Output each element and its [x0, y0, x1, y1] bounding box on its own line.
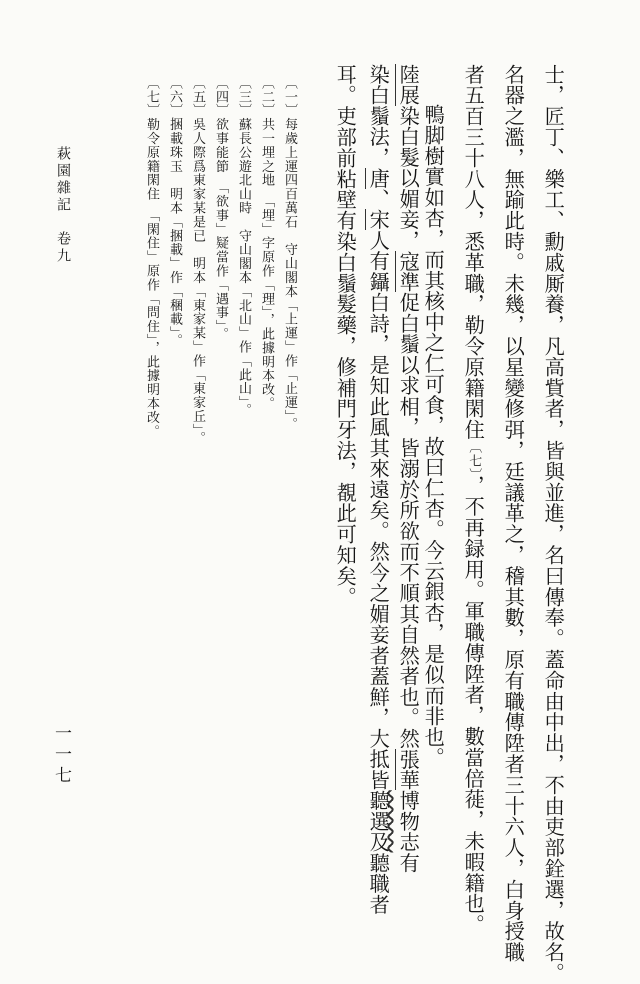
footnote-5	[191, 76, 204, 445]
footnote-4	[214, 76, 227, 341]
footnote-text: 欲事能節 「欲事」疑當作「遇事」。	[213, 117, 228, 342]
footnote-label: 〔五〕	[190, 76, 205, 118]
column-text: 者五百三十八人，悉革職，勒令原籍閑住	[461, 64, 486, 441]
main-text-column-3	[461, 64, 486, 936]
column-text: 耳。吏部前粘壁有染白鬚髮藥，修補門牙法，覩此可知矣。	[333, 64, 358, 608]
footnote-marker: 〔七〕	[466, 440, 482, 476]
column-text: 染白鬚法，	[366, 64, 391, 168]
footnote-label: 〔六〕	[167, 76, 182, 118]
footnote-text: 捆載珠玉 明本「捆載」作「稛載」。	[167, 117, 182, 348]
page-number-text: 一一七	[51, 724, 71, 787]
column-text: 然	[396, 728, 421, 749]
main-text-column-6	[366, 64, 391, 915]
footnote-7	[145, 76, 158, 438]
main-text-column-7	[333, 64, 358, 608]
footnote-label: 〔二〕	[259, 76, 274, 118]
column-text: 染白髮以媚妾，	[396, 105, 421, 251]
main-text-column-2	[501, 64, 526, 963]
footnote-2	[260, 76, 273, 411]
footnote-text: 吳人際爲東家某是已 明本「東家某」作「東家丘」。	[190, 117, 205, 445]
footnote-text: 勒令原籍閑住 「閑住」原作「問住」，此據明本改。	[144, 117, 159, 439]
footnote-1	[283, 76, 296, 431]
header-text: 萩園雜記 卷九	[55, 146, 71, 265]
main-text-column-5	[396, 64, 421, 874]
proper-name-mark: 張華	[396, 748, 421, 791]
main-text-column-1	[541, 64, 566, 984]
column-text: 人有鑷白詩，是知此風其來遠矣。然今之媚妾者蓋鮮，大抵皆聽選及聽職者	[366, 230, 391, 915]
main-text-column-4	[421, 104, 446, 768]
page-number	[52, 724, 69, 787]
proper-name-mark: 陸展	[396, 64, 421, 106]
footnote-label: 〔一〕	[282, 76, 297, 118]
column-text: 名器之濫，無踰此時。未幾，以星變修弭，廷議革之，稽其數，原有職傳陞者三十六人，白身授職	[501, 64, 526, 963]
column-text: 有	[396, 852, 421, 874]
column-text: 、	[366, 188, 391, 210]
footnote-6	[168, 76, 181, 348]
column-text: 促白鬚以求相，皆溺於所欲而不順其自然者也。	[396, 292, 421, 728]
running-header	[56, 146, 70, 265]
footnote-text: 蘇長公遊北山時 守山閣本「北山」作「此山」。	[236, 117, 251, 418]
proper-name-mark: 寇準	[396, 250, 421, 293]
footnote-3	[237, 76, 250, 417]
footnote-text: 共一埋之地 「埋」字原作「理」，此據明本改。	[259, 117, 274, 411]
footnote-text: 每歲上運四百萬石 守山閣本「上運」作「止運」。	[282, 117, 297, 431]
column-text: 士，匠丁、樂工、勳戚厮養，凡高貲者，皆與並進，名曰傳奉。蓋命由中出，不由吏部銓選，故名。	[541, 64, 566, 984]
footnote-label: 〔七〕	[144, 76, 159, 118]
column-text: ，不再録用。軍職傳陞者，數當倍蓰，未暇籍也。	[461, 475, 486, 936]
book-title-mark: 博物志	[396, 790, 421, 853]
footnote-label: 〔四〕	[213, 76, 228, 118]
proper-name-mark: 唐	[366, 167, 391, 189]
column-text: 鴨脚樹實如杏，而其核中之仁可食，故曰仁杏。今云銀杏，是似而非也。	[421, 104, 446, 768]
footnote-label: 〔三〕	[236, 76, 251, 118]
proper-name-mark: 宋	[366, 209, 391, 230]
